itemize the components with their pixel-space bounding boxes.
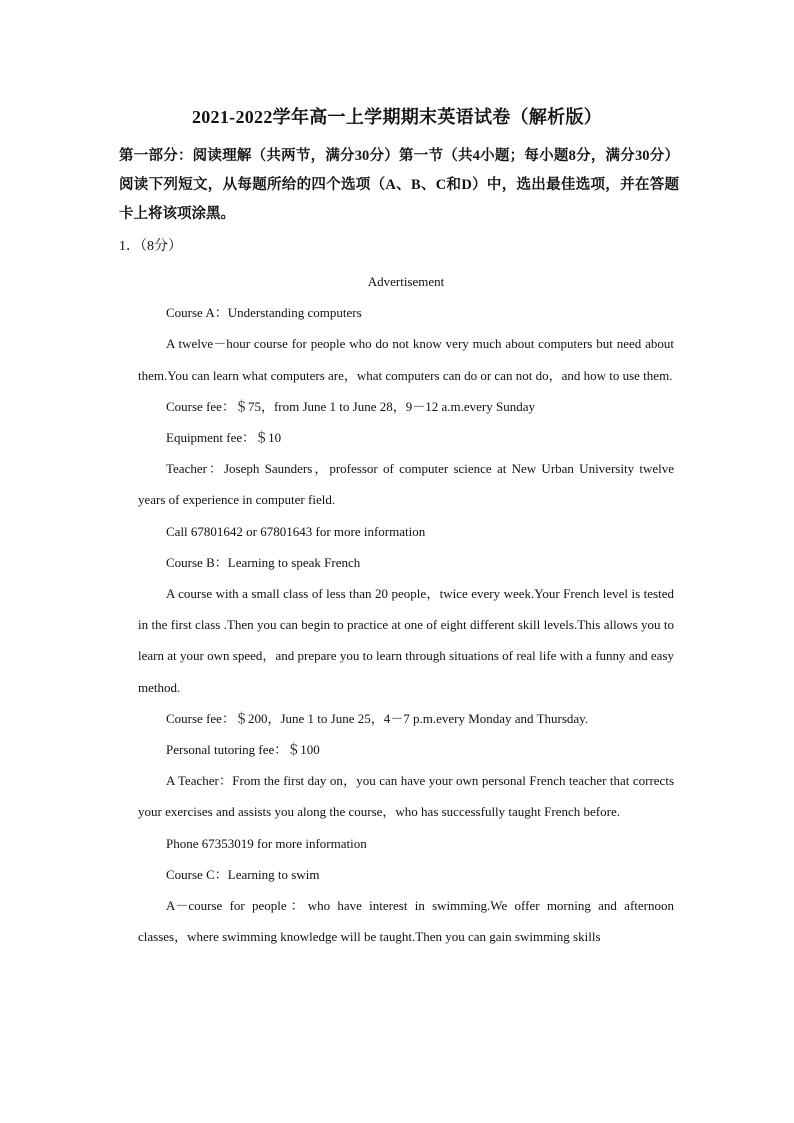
course-a-equipment-fee: Equipment fee：＄10 [166,430,282,446]
question-number: 1．（8分） [119,239,182,254]
course-b-tutoring-fee: Personal tutoring fee：＄100 [166,742,320,758]
course-a-description: A twelve－hour course for people who do not know very much about computers but need about them.You can learn what computers are，what computers can do or can not do，and how to use them. [138,336,674,383]
course-b-teacher: A Teacher：From the first day on，you can have your own personal French teacher that corrects your exercises and assists you along the course，who has successfully taught French before. [138,773,674,820]
course-b-description: A course with a small class of less than 20 people，twice every week.Your French level is tested in the first class .Then you can begin to practice at one of eight different skill levels.This allows you to learn at your own speed，and prepare you to learn through situations of real life with a funny and easy method. [138,586,674,695]
course-a-teacher: Teacher：Joseph Saunders，professor of computer science at New Urban University twelve years of experience in computer field. [138,461,674,508]
section-instructions: 第一部分：阅读理解（共两节，满分30分）第一节（共4小题；每小题8分，满分30分）阅读下列短文，从每题所给的四个选项（A、B、C和D）中，选出最佳选项，并在答题卡上将该项涂黑。 [119,148,679,222]
course-b-fee: Course fee：＄200，June 1 to June 25，4－7 p.m.every Monday and Thursday. [166,710,589,726]
course-b-title: Course B：Learning to speak French [166,554,361,570]
course-b-contact: Phone 67353019 for more information [166,835,367,851]
course-a-fee: Course fee：＄75，from June 1 to June 28，9－12 a.m.every Sunday [166,398,535,414]
course-c-title: Course C：Learning to swim [166,866,320,882]
document-title: 2021-2022学年高一上学期期末英语试卷（解析版） [191,107,603,127]
course-c-description: A－course for people：who have interest in swimming.We offer morning and afternoon classes，where swimming knowledge will be taught.Then you can gain swimming skills [138,898,674,945]
course-a-contact: Call 67801642 or 67801643 for more information [166,523,426,539]
passage-heading: Advertisement [367,274,445,289]
course-a-title: Course A：Understanding computers [166,305,362,321]
reading-passage [138,266,674,952]
